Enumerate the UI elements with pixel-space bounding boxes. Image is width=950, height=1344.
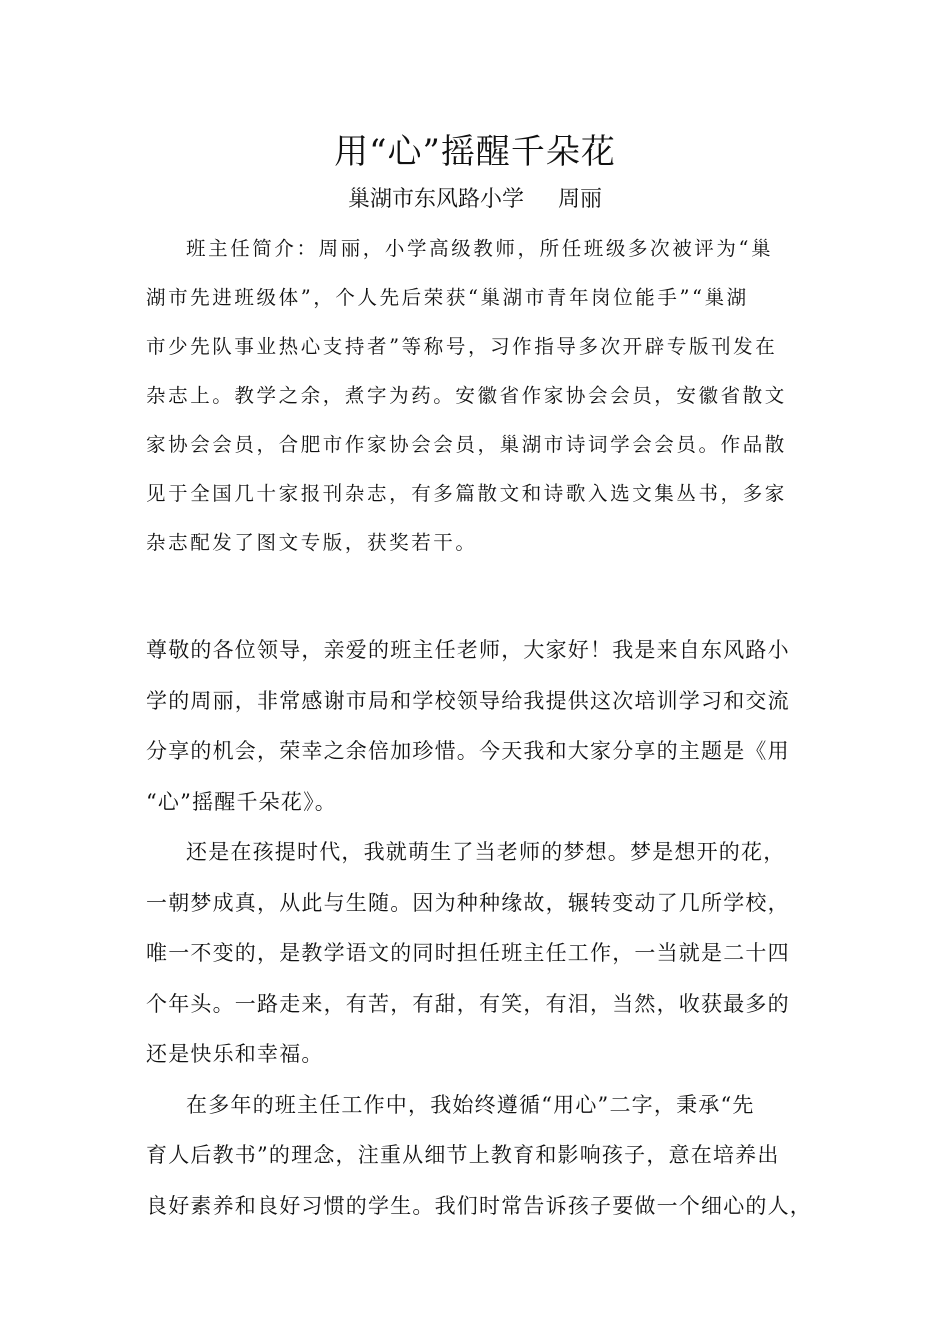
body-line: 分享的机会，荣幸之余倍加珍惜。今天我和大家分享的主题是《用 bbox=[146, 739, 790, 763]
author-name: 周丽 bbox=[558, 187, 603, 212]
intro-line: 家协会会员，合肥市作家协会会员，巢湖市诗词学会会员。作品散 bbox=[146, 433, 787, 456]
body-line: 尊敬的各位领导，亲爱的班主任老师，大家好！我是来自东风路小 bbox=[146, 638, 790, 662]
body-line: 育人后教书”的理念，注重从细节上教育和影响孩子，意在培养出 bbox=[146, 1143, 780, 1167]
intro-line: 杂志配发了图文专版，获奖若干。 bbox=[146, 531, 478, 554]
intro-line: 班主任简介：周丽，小学高级教师，所任班级多次被评为“巢 bbox=[186, 237, 774, 260]
byline bbox=[0, 183, 950, 217]
body-line: 唯一不变的，是教学语文的同时担任班主任工作，一当就是二十四 bbox=[146, 941, 790, 965]
body-line: 还是在孩提时代，我就萌生了当老师的梦想。梦是想开的花， bbox=[186, 840, 786, 864]
intro-line: 杂志上。教学之余，煮字为药。安徽省作家协会会员，安徽省散文 bbox=[146, 384, 787, 407]
intro-line: 市少先队事业热心支持者”等称号，习作指导多次开辟专版刊发在 bbox=[146, 335, 778, 358]
speech-body bbox=[146, 630, 822, 1236]
body-line: 个年头。一路走来，有苦，有甜，有笑，有泪，当然，收获最多的 bbox=[146, 991, 790, 1016]
school-name: 巢湖市东风路小学 bbox=[347, 187, 524, 212]
body-line: 在多年的班主任工作中，我始终遵循“用心”二字，秉承“先 bbox=[186, 1092, 755, 1117]
body-line: 良好素养和良好习惯的学生。我们时常告诉孩子要做一个细心的人， bbox=[146, 1193, 812, 1218]
body-line: 一朝梦成真，从此与生随。因为种种缘故，辗转变动了几所学校， bbox=[146, 890, 790, 915]
body-line: 学的周丽，非常感谢市局和学校领导给我提供这次培训学习和交流 bbox=[146, 688, 790, 713]
intro-line: 湖市先进班级体”，个人先后荣获“巢湖市青年岗位能手”“巢湖 bbox=[146, 286, 749, 309]
body-line: “心”摇醒千朵花》。 bbox=[146, 789, 337, 814]
body-line: 还是快乐和幸福。 bbox=[146, 1042, 324, 1066]
intro-line: 见于全国几十家报刊杂志，有多篇散文和诗歌入选文集丛书，多家 bbox=[146, 482, 787, 505]
author-intro bbox=[146, 231, 798, 574]
document-title: 用“心”摇醒千朵花 bbox=[334, 132, 616, 172]
